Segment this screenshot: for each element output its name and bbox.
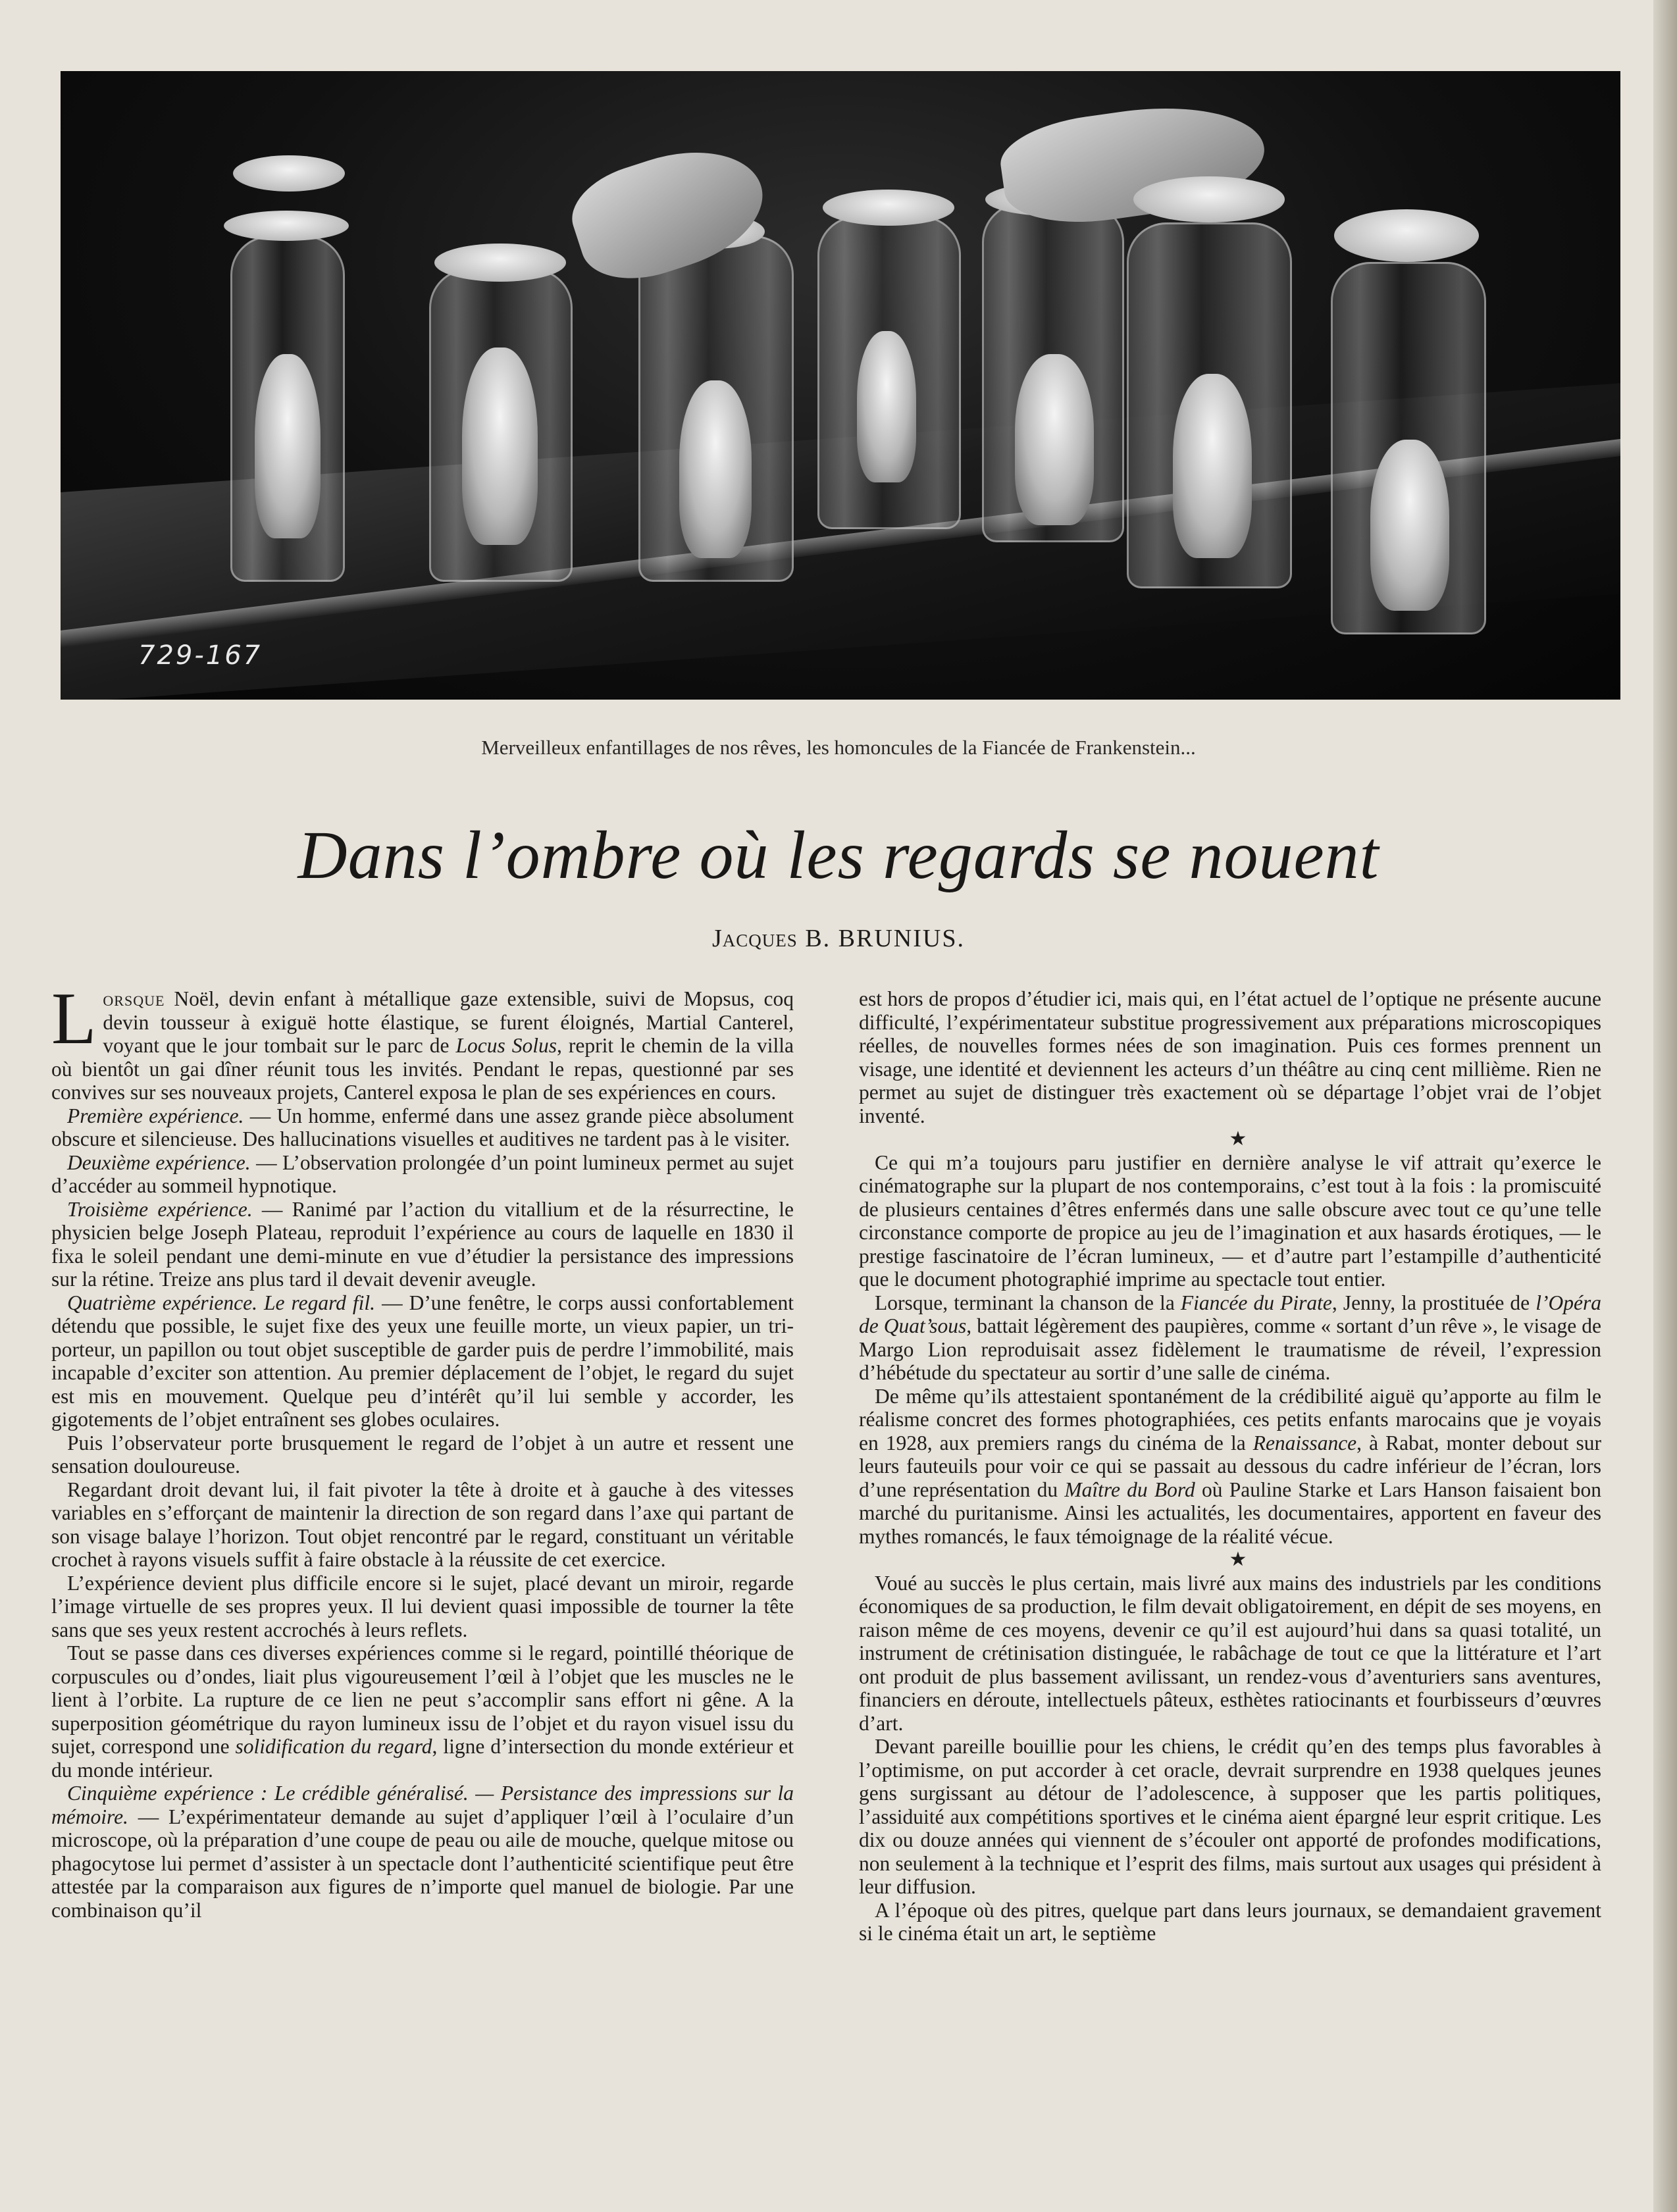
article-photo — [61, 71, 1620, 700]
photo-figurine-7 — [1370, 440, 1449, 611]
article-paragraph: Troisième expérience. — Ranimé par l’action du vitallium et de la résurrectine, le physicien belge Joseph Plateau, reproduit l’expérience au cours de laquelle en 1830 il fixa le soleil pendant une demi-minute en vue d’étudier la persistance des impressions sur la rétine. Treize ans plus tard il devait devenir aveugle. — [51, 1197, 794, 1291]
emphasis: Fiancée du Pirate — [1180, 1291, 1332, 1314]
experiment-label: Troisième expérience. — [67, 1197, 253, 1221]
photo-figurine-4 — [857, 331, 916, 482]
photo-caption: Merveilleux enfantillages de nos rêves, les homoncules de la Fiancée de Frankenstein... — [481, 736, 1196, 759]
experiment-label: Cinquième expérience : Le crédible généralisé. — Persistance des impressions sur la mémoire. — [51, 1782, 794, 1828]
article-paragraph: Regardant droit devant lui, il fait pivoter la tête à droite et à gauche à des vitesses variables en s’efforçant de maintenir la direction de son regard dans l’axe qui partant de son visage balaye l’horizon. Tout objet rencontré par le regard, constituant un véritable crochet à rayons visuels suffit à faire obstacle à la réussite de cet exercice. — [51, 1478, 794, 1571]
section-star: ★ — [1229, 1548, 1247, 1571]
article-paragraph: Lorsque Noël, devin enfant à métallique gaze extensible, suivi de Mopsus, coq devin tousseur à exiguë hotte élastique, se furent éloignés, Martial Canterel, voyant que le jour tombait sur le parc de Locus Solus, reprit le chemin de la villa où bientôt un gai dîner réunit tous les invités. Pendant le repas, questionné par ses convives sur ses nouveaux projets, Canterel exposa le plan de ses expériences en cours. — [51, 978, 794, 1104]
article-paragraph: Quatrième expérience. Le regard fil. — D’une fenêtre, le corps aussi confortablement détendu que possible, le sujet fixe des yeux une feuille morte, un vieux papier, un tri-porteur, un papillon ou tout objet susceptible de garder puis de perdre l’immobilité, mais incapable d’exciter son attention. Au premier déplacement de l’objet, le regard du sujet est mis en mouvement. Quelque peu d’intérêt qu’il lui semble y accorder, les gigotements de l’objet entraînent ses globes oculaires. — [51, 1291, 794, 1431]
lead-in: orsque — [103, 987, 165, 1010]
article-paragraph: A l’époque où des pitres, quelque part dans leurs journaux, se demandaient gravement si le cinéma était un art, le septième — [859, 1898, 1601, 1945]
photo-lid-4 — [823, 190, 954, 226]
article-paragraph: Puis l’observateur porte brusquement le regard de l’objet à un autre et ressent une sensation douloureuse. — [51, 1431, 794, 1478]
article-paragraph: Tout se passe dans ces diverses expériences comme si le regard, pointillé théorique de corpuscules ou d’ondes, liait plus vigoureusement l’œil à l’objet que les muscles ne le lient à l’orbite. La rupture de ce lien ne peut s’accomplir sans effort ni gêne. A la superposition géométrique du rayon lumineux issu de l’objet et du rayon visuel issu du sujet, correspond une solidification du regard, ligne d’intersection du monde extérieur et du monde intérieur. — [51, 1641, 794, 1782]
article-paragraph: L’expérience devient plus difficile encore si le sujet, placé devant un miroir, regarde l’image virtuelle de ses propres yeux. Il lui devient quasi impossible de tourner la tête sans que ses yeux restent accrochés à leurs reflets. — [51, 1571, 794, 1641]
article-paragraph: Lorsque, terminant la chanson de la Fiancée du Pirate, Jenny, la prostituée de l’Opéra de Quat’sous, battait légèrement des paupières, comme « sortant d’un rêve », le visage de Margo Lion reproduisait assez fidèlement le traumatisme de réveil, l’expression d’hébétude du spectateur au sortir d’une salle de cinéma. — [859, 1291, 1602, 1384]
emphasis: Locus Solus — [455, 1034, 557, 1057]
photo-lid-6 — [1133, 176, 1285, 222]
photo-figurine-3 — [679, 380, 752, 558]
experiment-label: Première expérience. — [67, 1104, 244, 1127]
article-author-text: Jacques B. BRUNIUS. — [712, 925, 965, 952]
page-edge — [1653, 0, 1677, 2212]
section-star: ★ — [1229, 1127, 1247, 1150]
article-paragraph: Devant pareille bouillie pour les chiens, le crédit qu’en des temps plus favorables à l’optimisme, on put accorder à cet oracle, devrait surprendre en 1938 quelques jeunes gens surgissant au détour de l’adolescence, à supposer que les partis politiques, l’assiduité aux compétitions sportives et le cinéma aient épargné leur esprit critique. Les dix ou douze années qui viennent de s’écouler ont apporté de profondes modifications, non seulement à la technique et l’esprit des films, mais surtout aux usages qui président à leur diffusion. — [859, 1735, 1601, 1898]
article-author — [0, 924, 1677, 953]
article-column-right — [859, 987, 1601, 1945]
article-paragraph: est hors de propos d’étudier ici, mais qui, en l’état actuel de l’optique ne présente aucune difficulté, l’expérimentateur substitue progressivement aux préparations microscopiques réelles, de nouvelles formes nées de son imagination. Puis ces formes prennent un visage, une identité et deviennent les acteurs d’un théâtre au cinq cent millième. Rien ne permet au sujet de distinguer très exactement où se départage l’objet vrai de l’objet inventé. — [859, 987, 1601, 1127]
photo-lid-1 — [224, 211, 349, 241]
photo-figurine-2 — [462, 347, 538, 545]
photo-figurine-1 — [255, 354, 321, 538]
photo-teacup — [233, 155, 345, 192]
drop-cap: L — [51, 978, 97, 1060]
experiment-label: Quatrième expérience. Le regard fil. — [67, 1291, 376, 1314]
emphasis: l’Opéra de Quat’sous — [859, 1291, 1602, 1337]
emphasis: Renaissance — [1252, 1431, 1357, 1454]
photo-figurine-5 — [1015, 354, 1094, 525]
article-title: Dans l’ombre où les regards se nouent — [297, 817, 1380, 893]
photo-lid-2 — [434, 244, 566, 282]
emphasis: solidification du regard — [235, 1735, 432, 1758]
article-paragraph: Deuxième expérience. — L’observation prolongée d’un point lumineux permet au sujet d’accéder au sommeil hypnotique. — [51, 1150, 794, 1197]
article-paragraph: Voué au succès le plus certain, mais livré aux mains des industriels par les conditions économiques de sa production, le film devait obligatoirement, en dépit de ses moyens, en raison même de ces moyens, devenir ce qu’il est aujourd’hui dans sa quasi totalité, un instrument de crétinisation distinguée, le rabâchage de tout ce que la littérature et l’art ont produit de plus bassement avilissant, un rendez-vous d’aventuriers sans aventures, financiers en déroute, intellectuels pâteux, esthètes ratiocinants et fourbisseurs d’œuvres d’art. — [859, 1571, 1601, 1735]
photo-film-code: 729-167 — [138, 640, 263, 671]
emphasis: Maître du Bord — [1064, 1478, 1195, 1501]
photo-figurine-6 — [1173, 374, 1252, 558]
article-paragraph: De même qu’ils attestaient spontanément de la crédibilité aiguë qu’apporte au film le réalisme concret des formes photographiées, ces petits enfants marocains que je voyais en 1928, aux premiers rangs du cinéma de la Renaissance, à Rabat, monter debout sur leurs fauteuils pour voir ce qui se passait au dessous du cadre inférieur de l’écran, lors d’une représentation du Maître du Bord où Pauline Starke et Lars Hanson faisaient bon marché du puritanisme. Ainsi les actualités, les documentaires, apportent en faveur des mythes romancés, le faux témoignage de la réalité vécue. — [859, 1384, 1601, 1548]
article-paragraph: Ce qui m’a toujours paru justifier en dernière analyse le vif attrait qu’exerce le cinématographe sur la plupart de nos contemporains, c’est tout à la fois : la promiscuité de plusieurs centaines d’êtres enfermés dans une salle obscure avec tout ce qu’une telle circonstance comporte de propice au jeu de l’imagination et aux hasards érotiques, — le prestige fascinatoire de l’écran lumineux, — et d’autre part l’estampille d’authenticité que le document photographié imprime au spectacle tout entier. — [859, 1150, 1601, 1291]
photo-lid-7 — [1334, 209, 1479, 262]
article-paragraph: Cinquième expérience : Le crédible généralisé. — Persistance des impressions sur la mémoire. — L’expérimentateur demande au sujet d’appliquer l’œil à l’oculaire d’un microscope, où la préparation d’une coupe de peau ou aile de mouche, quelque mitose ou phagocytose lui permet d’assister à un spectacle dont l’authenticité scientifique peut être attestée par la comparaison aux figures de n’importe quel manuel de biologie. Par une combinaison qu’il — [51, 1782, 794, 1922]
article-paragraph: Première expérience. — Un homme, enfermé dans une assez grande pièce absolument obscure et silencieuse. Des hallucinations visuelles et auditives ne tardent pas à le visiter. — [51, 1104, 794, 1150]
article-column-left — [51, 978, 794, 1922]
experiment-label: Deuxième expérience. — [67, 1150, 251, 1174]
